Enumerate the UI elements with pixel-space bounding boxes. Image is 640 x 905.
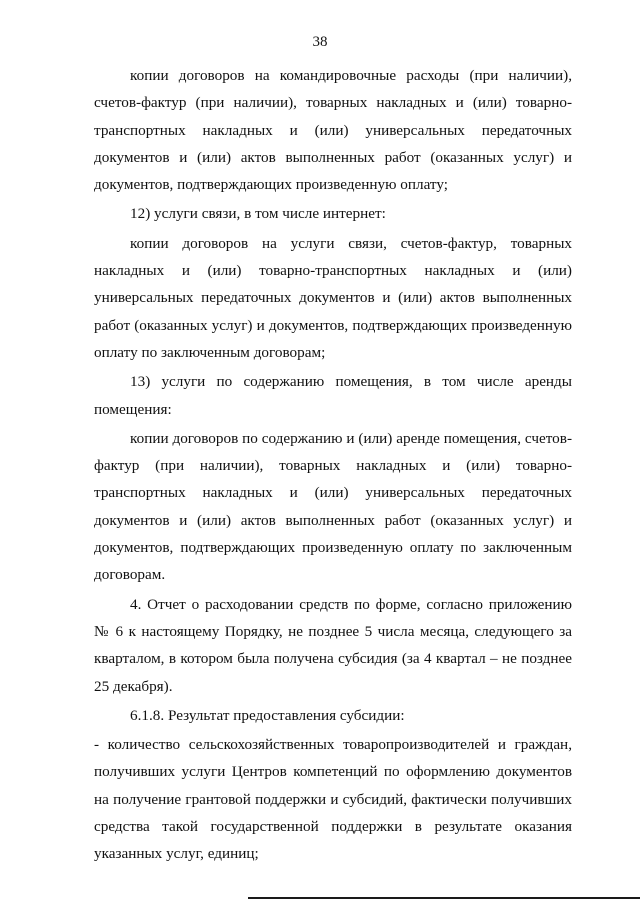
paragraph-result-indicator: - количество сельскохозяйственных товаропроизводителей и граждан, получивших услуги Центров компетенций по оформлению документов на получение грантовой поддержки и субсидий, фактически получивших средства такой государственной поддержки в результате оказания указанных услуг, единиц; [94, 736, 572, 863]
document-body [94, 62, 572, 870]
paragraph-travel-expenses-docs: копии договоров на командировочные расходы (при наличии), счетов-фактур (при наличии), товарных накладных и (или) товарно-транспортных накладных и (или) универсальных передаточных документов и (или) актов выполненных работ (оказанных услуг) и документов, подтверждающих произведенную оплату; [94, 67, 572, 194]
paragraph-item-13-heading: 13) услуги по содержанию помещения, в том числе аренды помещения: [94, 373, 572, 418]
paragraph-subsidy-result-heading: 6.1.8. Результат предоставления субсидии: [130, 706, 405, 724]
paragraph-expense-report: 4. Отчет о расходовании средств по форме, согласно приложению № 6 к настоящему Порядку, не позднее 5 числа месяца, следующего за кварталом, в котором была получена субсидия (за 4 квартал – не позднее 25 декабря). [94, 595, 572, 695]
page-number: 38 [312, 34, 328, 50]
paragraph-premises-docs: копии договоров по содержанию и (или) аренде помещения, счетов-фактур (при наличии), товарных накладных и (или) товарно-транспортных накладных и (или) универсальных передаточных документов и (или) актов выполненных работ (оказанных услуг) и документов, подтверждающих произведенную оплату по заключенным договорам. [94, 429, 572, 584]
paragraph-item-12-heading: 12) услуги связи, в том числе интернет: [130, 205, 386, 223]
paragraph-communication-docs: копии договоров на услуги связи, счетов-фактур, товарных накладных и (или) товарно-транспортных накладных и (или) универсальных передаточных документов и (или) актов выполненных работ (оказанных услуг) и документов, подтверждающих произведенную оплату по заключенным договорам; [94, 234, 572, 361]
scan-edge-line [248, 897, 640, 899]
